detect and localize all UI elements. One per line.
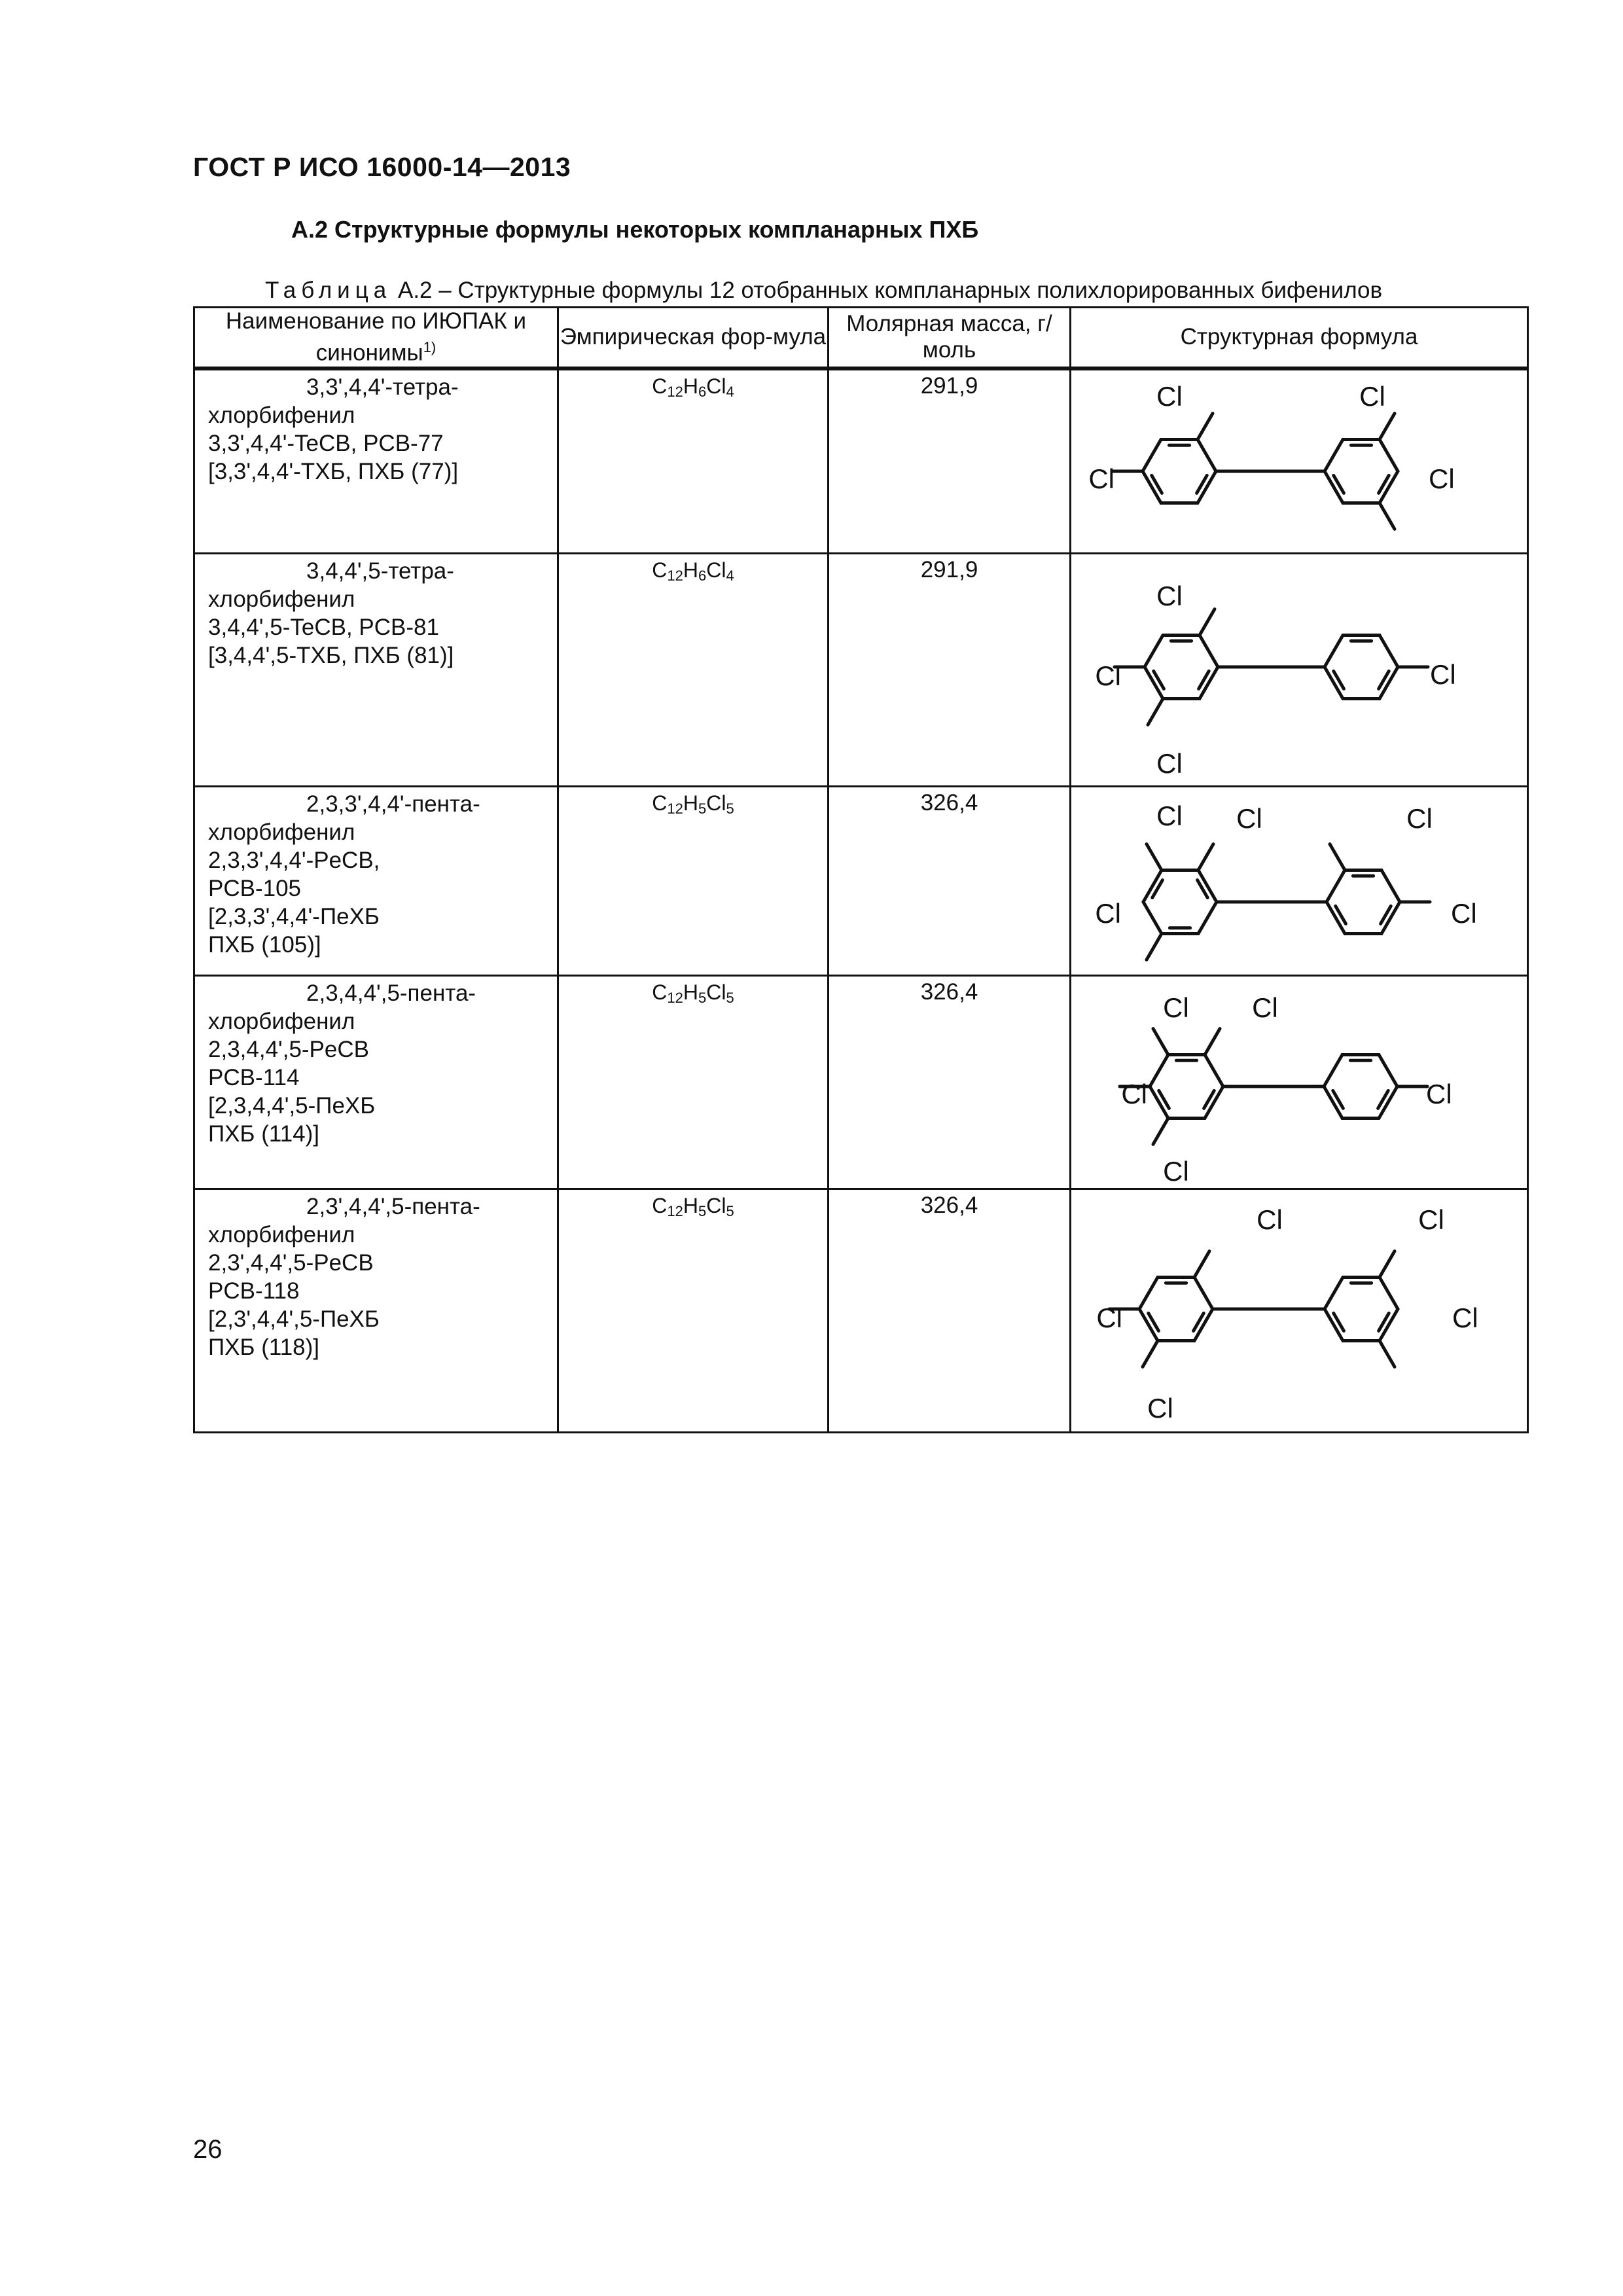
pcb-structure-table [193,306,1529,1433]
chlorine-label: Cl [1095,660,1121,692]
formula-element-c: C [652,791,668,816]
row-structure-cell [1071,1189,1528,1433]
formula-element-h: H [683,791,698,816]
row-name-cell [194,787,558,976]
chlorine-bond [1205,1029,1220,1055]
chlorine-label: Cl [1156,800,1183,832]
table-row [194,368,1528,554]
row-structure-cell [1071,976,1528,1189]
row-mass-cell: 326,4 [829,976,1071,1189]
name-line: 2,3,3',4,4'-PeCB, [208,848,380,874]
chlorine-label: Cl [1095,898,1121,929]
formula-subscript-cl: 5 [726,990,734,1007]
structural-formula-pcb-118 [1071,1190,1525,1429]
formula-subscript-c: 12 [667,990,683,1007]
benzene-ring [1139,1278,1213,1341]
formula-element-c: C [652,1194,668,1218]
formula-element-c: C [652,374,668,398]
document-code: ГОСТ Р ИСО 16000-14—2013 [193,152,571,182]
name-line: хлорбифенил [208,586,355,613]
formula-element-cl: Cl [706,1194,726,1218]
table-caption-text: А.2 – Структурные формулы 12 отобранных компланарных полихлорированных бифенилов [397,278,1383,303]
name-line: ПХБ (118)] [208,1335,320,1361]
formula-subscript-h: 5 [698,1203,707,1220]
header-formula: Эмпирическая фор-мула [558,308,829,368]
formula-element-h: H [683,1194,698,1218]
row-formula-cell [558,976,829,1189]
chlorine-bond [1153,1029,1168,1055]
chlorine-label: Cl [1406,803,1433,834]
benzene-ring [1325,439,1398,503]
table-row [194,1189,1528,1433]
name-line: PCB-114 [208,1065,300,1091]
chlorine-label: Cl [1451,898,1477,929]
formula-element-cl: Cl [706,558,726,583]
chlorine-label: Cl [1163,992,1189,1024]
formula-subscript-cl: 4 [726,567,734,584]
name-line: 2,3,4,4',5-PeCB [208,1037,369,1063]
name-line: ПХБ (105)] [208,932,321,958]
row-mass-cell: 291,9 [829,368,1071,554]
chlorine-bond [1147,844,1162,870]
formula-element-cl: Cl [706,791,726,816]
name-line: 2,3',4,4',5-PeCB [208,1250,374,1276]
benzene-ring [1325,636,1398,699]
chlorine-bond [1153,1119,1168,1145]
row-formula-cell [558,368,829,554]
formula-subscript-h: 5 [698,800,707,817]
structural-formula-pcb-114 [1071,977,1525,1186]
chlorine-bond [1380,1251,1395,1278]
row-mass-cell: 326,4 [829,787,1071,976]
name-line: ПХБ (114)] [208,1121,320,1147]
chlorine-bond [1143,1341,1158,1367]
chlorine-label: Cl [1252,992,1278,1024]
name-line: [2,3,4,4',5-ПеХБ [208,1093,376,1119]
table-caption-label: Таблица [265,278,392,303]
benzene-ring [1327,870,1400,934]
chlorine-label: Cl [1096,1302,1122,1334]
formula-element-h: H [683,558,698,583]
chlorine-label: Cl [1156,581,1183,612]
table-header-row [194,308,1528,368]
benzene-ring [1150,1055,1223,1119]
chlorine-label: Cl [1156,748,1183,780]
page-number: 26 [193,2135,223,2164]
chlorine-bond [1200,609,1215,636]
formula-subscript-cl: 5 [726,1203,734,1220]
chlorine-bond [1330,844,1345,870]
chlorine-label: Cl [1257,1204,1283,1236]
formula-element-cl: Cl [706,374,726,398]
formula-subscript-cl: 4 [726,383,734,400]
formula-element-c: C [652,980,668,1005]
row-name-cell [194,1189,558,1433]
formula-subscript-c: 12 [667,1203,683,1220]
structural-formula-pcb-77 [1071,370,1525,552]
name-line: 3,4,4',5-тетра- [306,558,454,584]
name-line: 2,3',4,4',5-пента- [306,1194,480,1220]
formula-subscript-c: 12 [667,800,683,817]
footnote-marker: 1) [423,339,437,355]
chlorine-bond [1380,413,1395,439]
chlorine-label: Cl [1088,463,1115,494]
formula-element-h: H [683,374,698,398]
chlorine-bond [1194,1251,1209,1278]
chlorine-label: Cl [1156,380,1183,412]
section-title: А.2 Структурные формулы некоторых компланарных ПХБ [291,216,979,243]
formula-element-h: H [683,980,698,1005]
row-structure-cell [1071,368,1528,554]
row-structure-cell [1071,554,1528,787]
header-mass: Молярная масса, г/моль [829,308,1071,368]
chlorine-label: Cl [1236,803,1262,834]
header-structure: Структурная формула [1071,308,1528,368]
row-name-cell [194,976,558,1189]
name-line: [2,3',4,4',5-ПеХБ [208,1306,380,1333]
table-row [194,976,1528,1189]
name-line: хлорбифенил [208,402,355,428]
name-line: PCB-118 [208,1278,300,1304]
row-mass-cell: 291,9 [829,554,1071,787]
name-line: 3,3',4,4'-тетра- [306,374,459,400]
row-formula-cell [558,787,829,976]
name-line: 2,3,3',4,4'-пента- [306,791,480,817]
formula-element-cl: Cl [706,980,726,1005]
name-line: хлорбифенил [208,1009,355,1035]
formula-subscript-cl: 5 [726,800,734,817]
name-line: PCB-105 [208,876,302,902]
chlorine-bond [1148,699,1163,725]
row-formula-cell [558,1189,829,1433]
table-row [194,787,1528,976]
chlorine-label: Cl [1163,1156,1189,1187]
chlorine-label: Cl [1426,1079,1452,1110]
chlorine-label: Cl [1121,1079,1147,1110]
benzene-ring [1145,636,1218,699]
name-line: [3,4,4',5-ТХБ, ПХБ (81)] [208,643,454,669]
row-name-cell [194,368,558,554]
name-line: 3,3',4,4'-TeCB, PCB-77 [208,430,444,456]
chlorine-bond [1147,934,1162,960]
chlorine-bond [1380,1341,1395,1367]
table-row [194,554,1528,787]
formula-subscript-h: 6 [698,567,707,584]
chlorine-label: Cl [1418,1204,1444,1236]
table-caption [265,278,1382,304]
formula-subscript-c: 12 [667,567,683,584]
name-line: [2,3,3',4,4'-ПеХБ [208,904,380,930]
row-mass-cell: 326,4 [829,1189,1071,1433]
formula-subscript-h: 5 [698,990,707,1007]
formula-element-c: C [652,558,668,583]
name-line: [3,3',4,4'-ТХБ, ПХБ (77)] [208,458,459,484]
name-line: хлорбифенил [208,819,355,846]
chlorine-bond [1198,844,1213,870]
row-formula-cell [558,554,829,787]
benzene-ring [1325,1278,1398,1341]
chlorine-label: Cl [1359,380,1385,412]
chlorine-label: Cl [1147,1393,1173,1424]
chlorine-bond [1380,503,1395,529]
structural-formula-pcb-105 [1071,787,1525,973]
benzene-ring [1143,870,1217,934]
formula-subscript-c: 12 [667,383,683,400]
name-line: хлорбифенил [208,1222,355,1248]
chlorine-bond [1198,413,1213,439]
name-line: 3,4,4',5-TeCB, PCB-81 [208,615,439,641]
header-name: Наименование по ИЮПАК и синонимы$^{1)}$ [194,308,558,368]
formula-subscript-h: 6 [698,383,707,400]
row-name-cell [194,554,558,787]
structural-formula-pcb-81 [1071,554,1525,783]
name-line: 2,3,4,4',5-пента- [306,980,476,1007]
benzene-ring [1324,1055,1397,1119]
chlorine-label: Cl [1430,659,1456,691]
benzene-ring [1143,439,1216,503]
row-structure-cell [1071,787,1528,976]
chlorine-label: Cl [1429,463,1455,494]
chlorine-label: Cl [1452,1302,1478,1334]
